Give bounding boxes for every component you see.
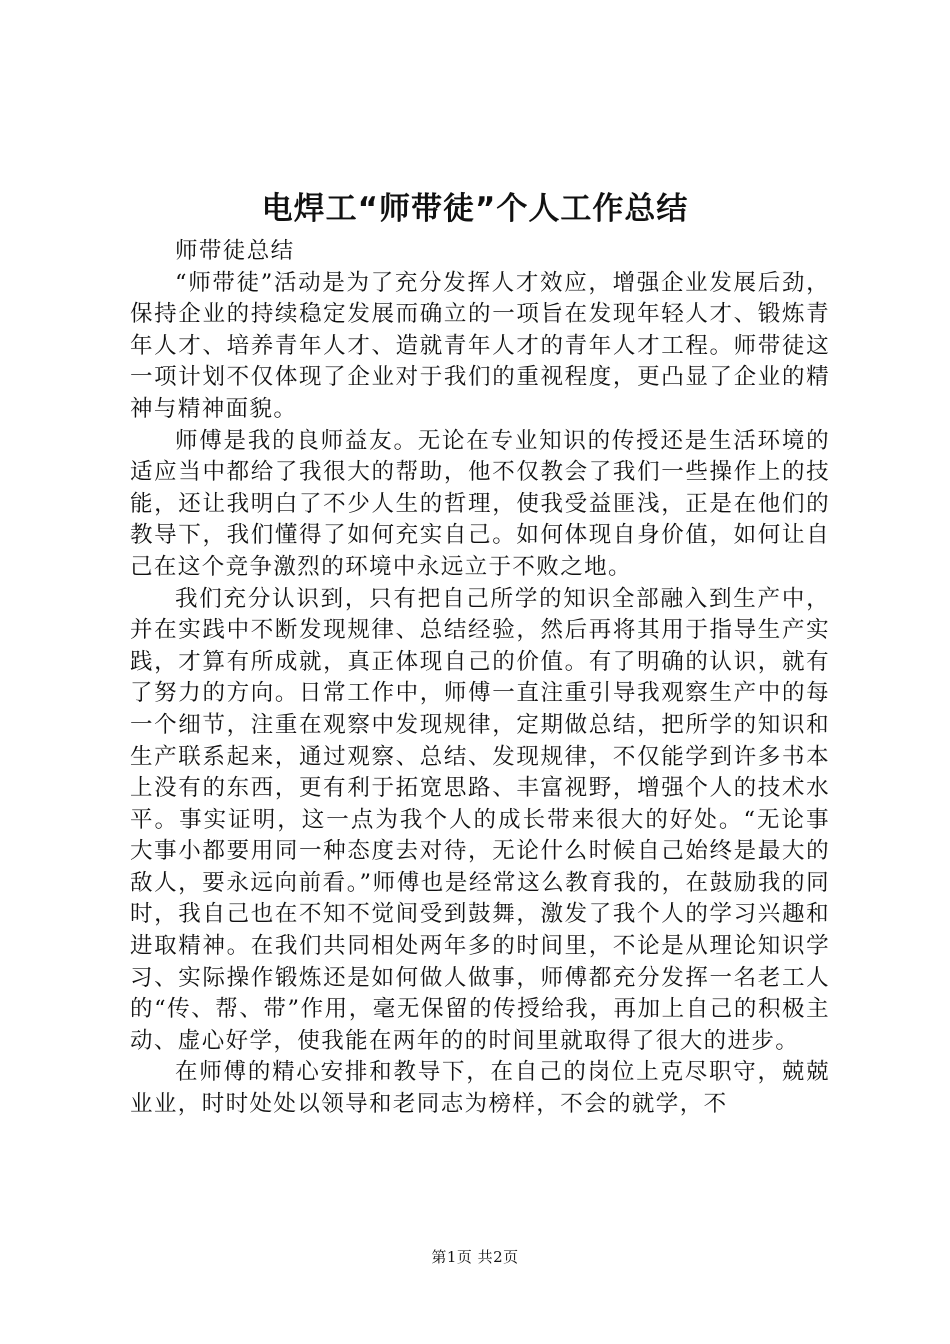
paragraph: “师带徒”活动是为了充分发挥人才效应，增强企业发展后劲，保持企业的持续稳定发展而确立的一项旨在发现年轻人才、锻炼青年人才、培养青年人才、造就青年人才的青年人才工程。师带徒这一项计划不仅体现了企业对于我们的重视程度，更凸显了企业的精神与精神面貌。 xyxy=(130,269,830,422)
paragraph: 师傅是我的良师益友。无论在专业知识的传授还是生活环境的适应当中都给了我很大的帮助，他不仅教会了我们一些操作上的技能，还让我明白了不少人生的哲理，使我受益匪浅，正是在他们的教导下，我们懂得了如何充实自己。如何体现自身价值，如何让自己在这个竞争激烈的环境中永远立于不败之地。 xyxy=(130,427,830,580)
section-heading: 师带徒总结 xyxy=(175,238,295,264)
document-title: 电焊工“师带徒”个人工作总结 xyxy=(261,191,689,227)
paragraph: 在师傅的精心安排和教导下，在自己的岗位上克尽职守，兢兢业业，时时处处以领导和老同志为榜样，不会的就学，不 xyxy=(130,1059,830,1118)
document-body xyxy=(130,236,830,1121)
page-footer: 第1页 共2页 xyxy=(431,1248,519,1266)
paragraph: 我们充分认识到，只有把自己所学的知识全部融入到生产中，并在实践中不断发现规律、总结经验，然后再将其用于指导生产实践，才算有所成就，真正体现自己的价值。有了明确的认识，就有了努力的方向。日常工作中，师傅一直注重引导我观察生产中的每一个细节，注重在观察中发现规律，定期做总结，把所学的知识和生产联系起来，通过观察、总结、发现规律，不仅能学到许多书本上没有的东西，更有利于拓宽思路、丰富视野，增强个人的技术水平。事实证明，这一点为我个人的成长带来很大的好处。“无论事大事小都要用同一种态度去对待，无论什么时候自己始终是最大的敌人，要永远向前看。”师傅也是经常这么教育我的，在鼓励我的同时，我自己也在不知不觉间受到鼓舞，激发了我个人的学习兴趣和进取精神。在我们共同相处两年多的时间里，不论是从理论知识学习、实际操作锻炼还是如何做人做事，师傅都充分发挥一名老工人的“传、帮、带”作用，毫无保留的传授给我，再加上自己的积极主动、虚心好学，使我能在两年的的时间里就取得了很大的进步。 xyxy=(130,585,830,1054)
